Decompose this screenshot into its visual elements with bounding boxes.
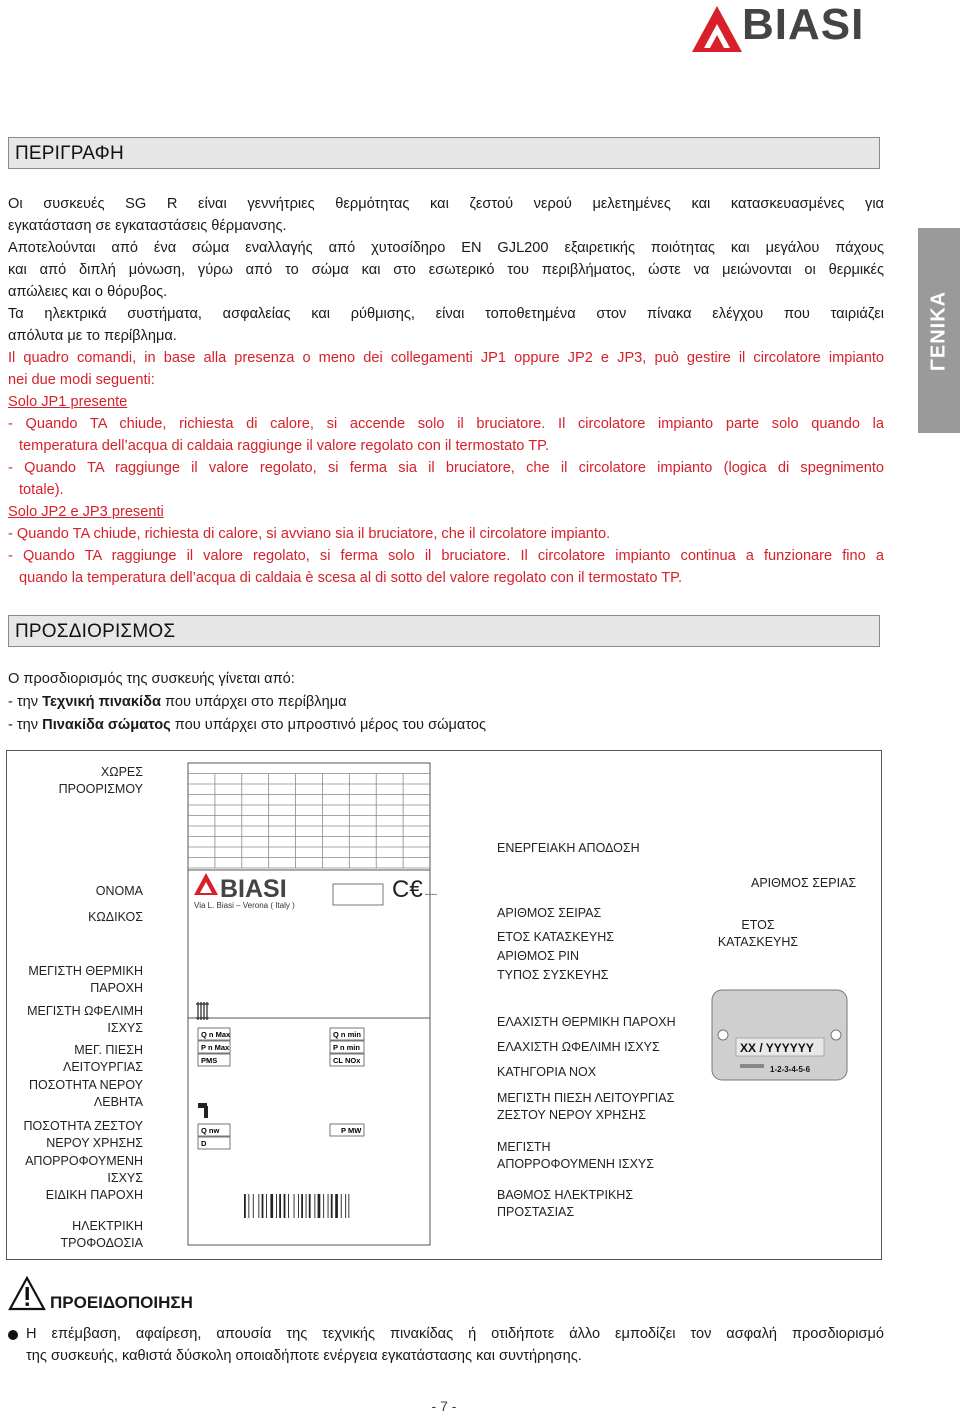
description-line: temperatura dell’acqua di caldaia raggiunge il valore regolato con il termostato TP. bbox=[19, 438, 550, 454]
nameplate-left-label: ΟΝΟΜΑ bbox=[95, 884, 143, 898]
description-line: - Quando TA chiude, richiesta di calore, si accende solo il bruciatore. Il circolatore impianto parte solo quando la bbox=[8, 416, 884, 432]
nameplate-right-label: ΕΛΑΧΙΣΤΗ ΘΕΡΜΙΚΗ ΠΑΡΟΧΗ bbox=[497, 1015, 676, 1029]
serial-code: XX / YYYYYY bbox=[740, 1041, 814, 1055]
plate-address: Via L. Biasi – Verona ( Italy ) bbox=[194, 901, 295, 910]
warning-line-1: Η επέμβαση, αφαίρεση, απουσία της τεχνικής πινακίδας ή οτιδήποτε άλλο εμποδίζει τον ασφαλή προσδιορισμό bbox=[26, 1326, 884, 1342]
nameplate-right-label: ΕΛΑΧΙΣΤΗ ΩΦΕΛΙΜΗ ΙΣΧΥΣ bbox=[497, 1040, 660, 1054]
warning-line-2: της συσκευής, καθιστά δύσκολη οποιαδήποτε ενέργεια εγκατάστασης και συντήρησης. bbox=[26, 1348, 582, 1364]
plate-logo-text: BIASI bbox=[220, 875, 287, 903]
nameplate-left-label: ΑΠΟΡΡΟΦΟΥΜΕΝΗ ΙΣΧΥΣ bbox=[25, 1154, 143, 1185]
year-label: ΕΤΟΣ ΚΑΤΑΣΚΕΥΗΣ bbox=[717, 918, 799, 949]
nameplate-right-label: ΒΑΘΜΟΣ ΗΛΕΚΤΡΙΚΗΣ ΠΡΟΣΤΑΣΙΑΣ bbox=[497, 1188, 634, 1219]
identification-item-part: Πινακίδα σώματος bbox=[42, 717, 171, 733]
description-line: απώλειες και ο θόρυβος. bbox=[8, 284, 168, 300]
page-number: - 7 - bbox=[431, 1398, 457, 1414]
nameplate-left-label: ΧΩΡΕΣ ΠΡΟΟΡΙΣΜΟΥ bbox=[58, 765, 143, 796]
nameplate-left-label: ΠΟΣΟΤΗΤΑ ΝΕΡΟΥ ΛΕΒΗΤΑ bbox=[28, 1078, 143, 1109]
section-title-identification: ΠΡΟΣΔΙΟΡΙΣΜΟΣ bbox=[15, 621, 176, 642]
field-qn-min: Q n min bbox=[333, 1030, 361, 1039]
description-line: quando la temperatura dell’acqua di caldaia è scesa al di sotto del valore regolato con il termostato TP. bbox=[19, 570, 683, 586]
description-line: απόλυτα με το περίβλημα. bbox=[8, 328, 177, 344]
identification-item-part: - την bbox=[8, 694, 43, 710]
nameplate-table bbox=[188, 763, 437, 1245]
nameplate-left-label: ΜΕΓΙΣΤΗ ΘΕΡΜΙΚΗ ΠΑΡΟΧΗ bbox=[28, 964, 143, 995]
field-pms: PMS bbox=[201, 1056, 218, 1065]
nameplate-right-label: ΕΤΟΣ ΚΑΤΑΣΚΕΥΗΣ bbox=[497, 930, 614, 944]
nameplate-left-label: ΕΙΔΙΚΗ ΠΑΡΟΧΗ bbox=[45, 1188, 143, 1202]
description-line: και από διπλή μόνωση, γύρω από το σώμα και στο εσωτερικό του περιβλήματος, ώστε να μειώνονται οι θερμικές bbox=[8, 262, 884, 278]
nameplate-left-label: ΗΛΕΚΤΡΙΚΗ ΤΡΟΦΟΔΟΣΙΑ bbox=[60, 1219, 143, 1250]
ce-mark: C€ bbox=[392, 876, 423, 903]
description-line: Solo JP2 e JP3 presenti bbox=[8, 504, 164, 520]
logo-text: BIASI bbox=[742, 0, 865, 49]
description-line: nei due modi seguenti: bbox=[8, 372, 155, 388]
nameplate-right-label: ΜΕΓΙΣΤΗ ΠΙΕΣΗ ΛΕΙΤΟΥΡΓΙΑΣ ΖΕΣΤΟΥ ΝΕΡΟΥ ΧΡΗΣΗΣ bbox=[497, 1091, 675, 1122]
description-line: εγκατάσταση σε εγκαταστάσεις θέρμανσης. bbox=[8, 218, 287, 234]
radiator-icon bbox=[196, 1002, 209, 1020]
identification-item-part: - την bbox=[8, 717, 43, 733]
description-line: Οι συσκευές SG R είναι γεννήτριες θερμότητας και ζεστού νερού μελετημένες και κατασκευασμένες για bbox=[8, 196, 884, 212]
nameplate-left-label: ΠΟΣΟΤΗΤΑ ΖΕΣΤΟΥ ΝΕΡΟΥ ΧΡΗΣΗΣ bbox=[23, 1119, 143, 1150]
identification-item-part: που υπάρχει στο μπροστινό μέρος του σώματος bbox=[170, 717, 487, 733]
nameplate-right-label: ΚΑΤΗΓΟΡΙΑ ΝΟΧ bbox=[497, 1065, 597, 1079]
serial-digits: 1-2-3-4-5-6 bbox=[770, 1065, 811, 1074]
identification-item-part: Τεχνική πινακίδα bbox=[42, 694, 161, 710]
nameplate-right-label: ΕΝΕΡΓΕΙΑΚΗ ΑΠΟΔΟΣΗ bbox=[497, 841, 640, 855]
identification-item-part: που υπάρχει στο περίβλημα bbox=[160, 694, 347, 710]
nameplate-right-label: ΑΡΙΘΜΟΣ PIN bbox=[497, 949, 580, 963]
field-pn-max: P n Max bbox=[201, 1043, 230, 1052]
nameplate-right-label: ΜΕΓΙΣΤΗ ΑΠΟΡΡΟΦΟΥΜΕΝΗ ΙΣΧΥΣ bbox=[497, 1140, 654, 1171]
nameplate-right-label: ΤΥΠΟΣ ΣΥΣΚΕΥΗΣ bbox=[497, 968, 609, 982]
nameplate-left-label: ΜΕΓ. ΠΙΕΣΗ ΛΕΙΤΟΥΡΓΙΑΣ bbox=[63, 1043, 143, 1074]
identification-intro: Ο προσδιορισμός της συσκευής γίνεται από: bbox=[8, 671, 295, 687]
description-line: - Quando TA raggiunge il valore regolato, si ferma solo il bruciatore. Il circolatore impianto continua a funzionare fino a bbox=[8, 548, 884, 564]
section-title-description: ΠΕΡΙΓΡΑΦΗ bbox=[15, 143, 124, 164]
field-pn-min: P n min bbox=[333, 1043, 360, 1052]
barcode bbox=[244, 1194, 349, 1218]
field-qn-max: Q n Max bbox=[201, 1030, 231, 1039]
description-line: Τα ηλεκτρικά συστήματα, ασφαλείας και ρύθμισης, είναι τοποθετημένα στον πίνακα ελέγχου που ταιριάζει bbox=[8, 306, 884, 322]
tap-icon bbox=[198, 1103, 208, 1118]
warning-title: ΠΡΟΕΙΔΟΠΟΙΗΣΗ bbox=[50, 1293, 193, 1312]
nameplate-left-label: ΚΩΔΙΚΟΣ bbox=[88, 910, 143, 924]
side-tab-label: ΓΕΝΙΚΑ bbox=[927, 290, 950, 371]
field-cl-nox: CL NOx bbox=[333, 1056, 361, 1065]
field-qnw: Q nw bbox=[201, 1126, 220, 1135]
warning-icon bbox=[8, 1276, 46, 1312]
field-d: D bbox=[201, 1139, 207, 1148]
field-pmw: P MW bbox=[341, 1126, 362, 1135]
description-line: Solo JP1 presente bbox=[8, 394, 128, 410]
serial-label: ΑΡΙΘΜΟΣ ΣΕΡΙΑΣ bbox=[751, 876, 857, 890]
nameplate-left-label: ΜΕΓΙΣΤΗ ΩΦΕΛΙΜΗ ΙΣΧΥΣ bbox=[27, 1004, 143, 1035]
nameplate-right-label: ΑΡΙΘΜΟΣ ΣΕΙΡΑΣ bbox=[497, 906, 602, 920]
description-line: Αποτελούνται από ένα σώμα εναλλαγής από χυτοσίδηρο EN GJL200 εξαιρετικής ποιότητας και μεγάλου πάχους bbox=[8, 240, 884, 256]
description-line: Il quadro comandi, in base alla presenza o meno dei collegamenti JP1 oppure JP2 e JP3, può gestire il circolatore impianto bbox=[8, 350, 884, 366]
description-line: - Quando TA chiude, richiesta di calore, si avviano sia il bruciatore, che il circolatore impianto. bbox=[8, 526, 611, 542]
warning-bullet bbox=[8, 1330, 18, 1340]
description-line: - Quando TA raggiunge il valore regolato, si ferma sia il bruciatore, che il circolatore impianto (logica di spegnimento bbox=[8, 460, 884, 476]
description-line: totale). bbox=[19, 482, 64, 498]
serial-plate bbox=[712, 990, 847, 1080]
ce-suffix: ---- bbox=[425, 889, 437, 899]
